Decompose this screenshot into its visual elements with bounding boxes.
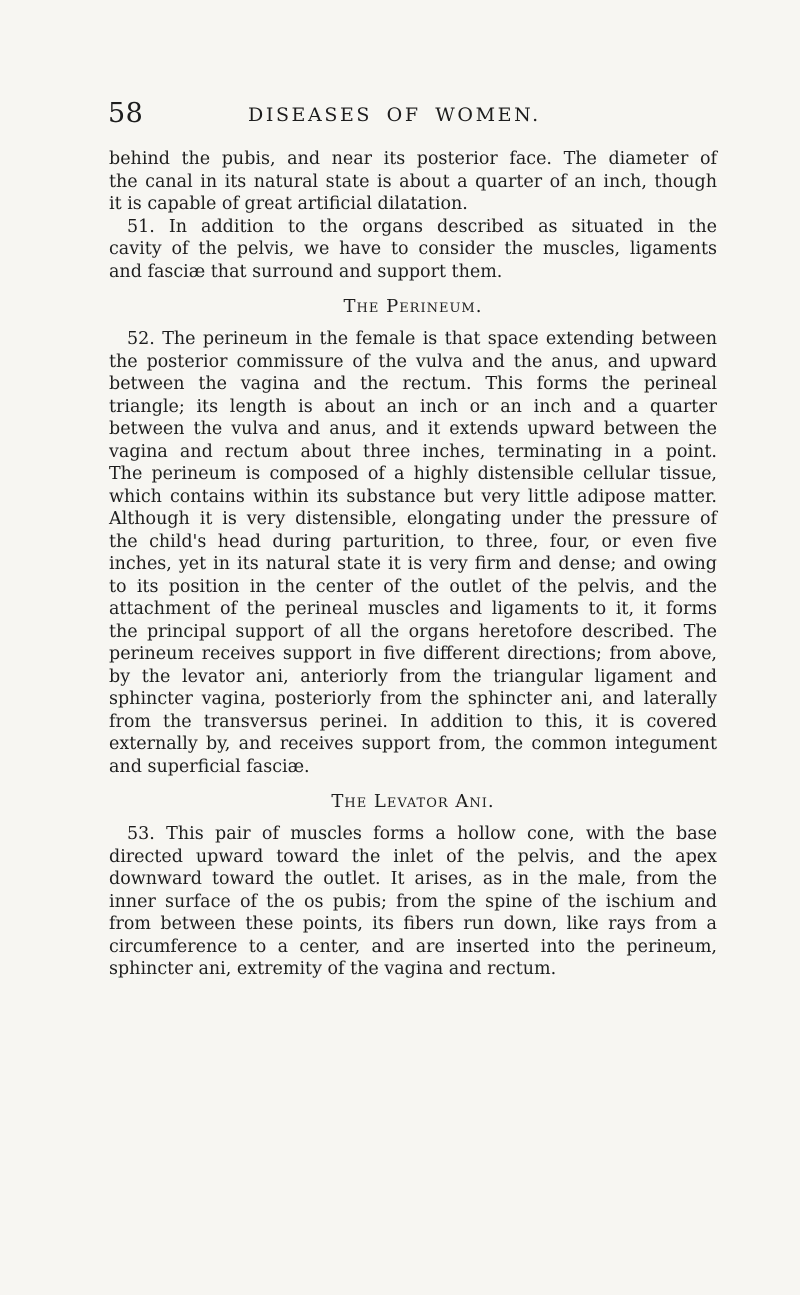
text-line: sphincter vagina, posteriorly from the sphincter ani, and laterally	[109, 689, 717, 709]
text-line: from between these points, its fibers run down, like rays from a	[109, 914, 717, 934]
text-line: and fasciæ that surround and support them.	[109, 261, 503, 282]
text-line: The perineum is composed of a highly distensible cellular tissue,	[109, 464, 717, 484]
text-line: inches, yet in its natural state it is very firm and dense; and owing	[109, 554, 717, 574]
text-line: directed upward toward the inlet of the pelvis, and the apex	[109, 846, 717, 867]
text-line: the canal in its natural state is about a quarter of an inch, though	[109, 171, 717, 192]
text-line: to its position in the center of the outlet of the pelvis, and the	[109, 576, 717, 597]
section-heading: The Levator Ani.	[331, 791, 495, 812]
text-line: 52. The perineum in the female is that space extending between	[127, 329, 717, 349]
text-line: between the vagina and the rectum. This forms the perineal	[109, 374, 717, 394]
text-line: perineum receives support in five different directions; from above,	[109, 644, 717, 664]
text-line: the principal support of all the organs heretofore described. The	[109, 621, 717, 642]
text-line: behind the pubis, and near its posterior face. The diameter of	[109, 149, 717, 169]
text-line: Although it is very distensible, elongating under the pressure of	[109, 509, 717, 529]
text-line: it is capable of great artificial dilatation.	[109, 194, 468, 214]
text-line: by the levator ani, anteriorly from the triangular ligament and	[109, 666, 717, 687]
page-header	[108, 98, 718, 138]
text-line: triangle; its length is about an inch or an inch and a quarter	[109, 396, 717, 417]
text-line: inner surface of the os pubis; from the spine of the ischium and	[109, 891, 717, 912]
body-text	[109, 148, 717, 981]
text-line: the posterior commissure of the vulva and the anus, and upward	[109, 351, 717, 372]
text-line: the child's head during parturition, to three, four, or even five	[109, 531, 717, 552]
text-line: cavity of the pelvis, we have to consider the muscles, ligaments	[109, 239, 717, 259]
text-line: attachment of the perineal muscles and ligaments to it, it forms	[109, 599, 717, 619]
text-line: between the vulva and anus, and it extends upward between the	[109, 419, 717, 439]
text-line: 51. In addition to the organs described as situated in the	[127, 216, 717, 237]
text-line: vagina and rectum about three inches, terminating in a point.	[109, 441, 717, 462]
text-line: from the transversus perinei. In addition to this, it is covered	[109, 711, 717, 732]
page-number: 58	[108, 98, 144, 129]
section-heading: The Perineum.	[343, 296, 483, 317]
text-line: externally by, and receives support from, the common integument	[109, 734, 717, 754]
text-line: sphincter ani, extremity of the vagina and rectum.	[109, 959, 557, 979]
text-line: which contains within its substance but very little adipose matter.	[109, 486, 717, 507]
running-head: DISEASES OF WOMEN.	[248, 104, 541, 126]
text-line: and superficial fasciæ.	[109, 756, 310, 777]
text-line: downward toward the outlet. It arises, as in the male, from the	[109, 869, 717, 889]
text-line: 53. This pair of muscles forms a hollow cone, with the base	[127, 824, 717, 844]
text-line: circumference to a center, and are inserted into the perineum,	[109, 936, 717, 957]
